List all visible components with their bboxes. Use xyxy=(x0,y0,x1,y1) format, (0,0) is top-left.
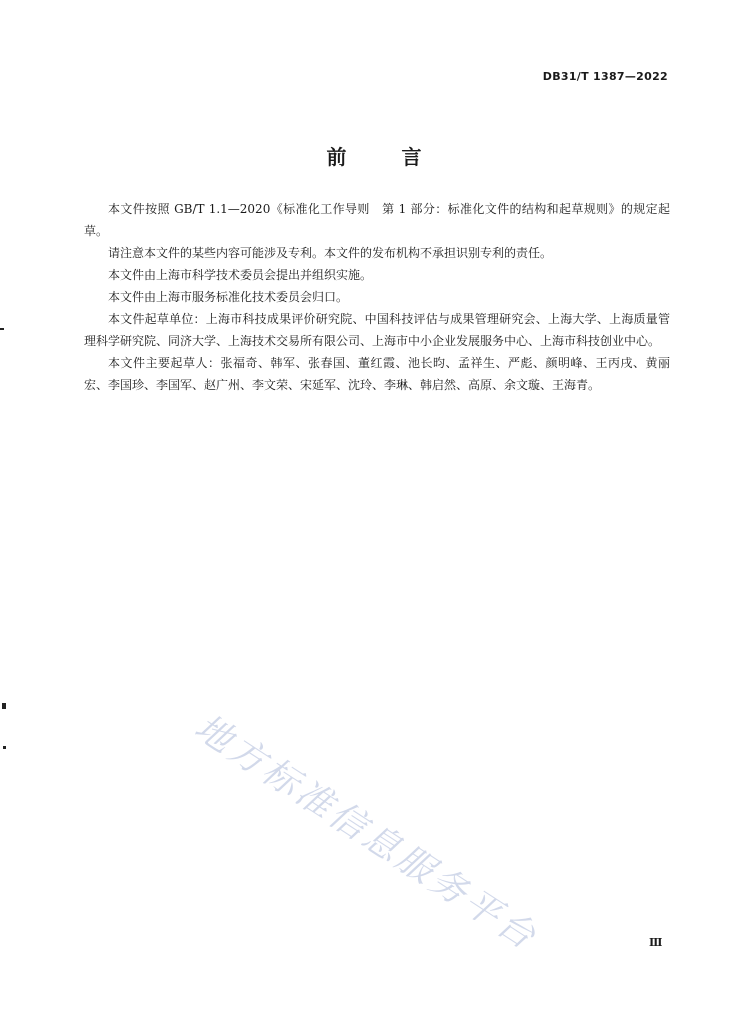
section-title: 前 言 xyxy=(326,145,446,169)
page-number: Ⅲ xyxy=(649,936,663,949)
paragraph-committee: 本文件由上海市服务标准化技术委员会归口。 xyxy=(108,290,349,304)
scan-edge-mark xyxy=(0,328,4,330)
scan-edge-mark xyxy=(2,703,6,709)
foreword-body xyxy=(84,198,670,396)
paragraph-drafters: 本文件主要起草人：张福奇、韩军、张春国、董红霞、池长昀、孟祥生、严彪、颜明峰、王丙戌、黄丽宏、李国珍、李国军、赵广州、李文荣、宋延军、沈玲、李琳、韩启然、高原、余文璇、王海青。 xyxy=(84,356,670,392)
document-code: DB31/T 1387—2022 xyxy=(542,70,668,83)
scan-edge-mark xyxy=(3,746,6,749)
watermark: 地方标准信息服务平台 xyxy=(187,706,546,960)
paragraph-proposer: 本文件由上海市科学技术委员会提出并组织实施。 xyxy=(108,268,373,282)
paragraph-drafting-rules: 本文件按照 GB/T 1.1—2020《标准化工作导则 第 1 部分：标准化文件的结构和起草规则》的规定起草。 xyxy=(84,202,670,238)
paragraph-patent-notice: 请注意本文件的某些内容可能涉及专利。本文件的发布机构不承担识别专利的责任。 xyxy=(108,246,553,260)
paragraph-drafting-units: 本文件起草单位：上海市科技成果评价研究院、中国科技评估与成果管理研究会、上海大学、上海质量管理科学研究院、同济大学、上海技术交易所有限公司、上海市中小企业发展服务中心、上海市科技创业中心。 xyxy=(84,312,670,348)
